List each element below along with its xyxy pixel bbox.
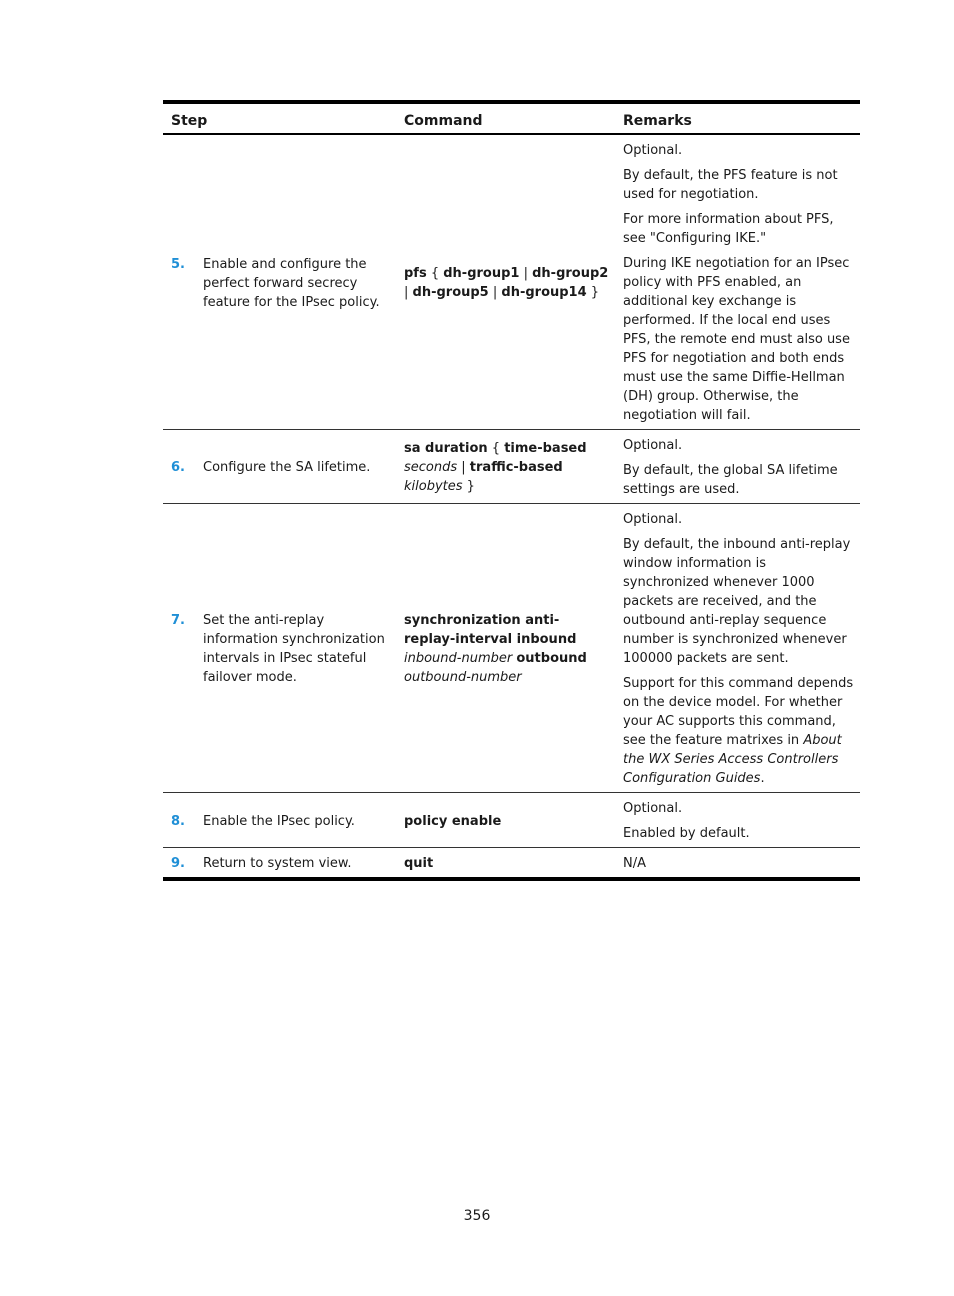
remark-paragraph [623,824,854,843]
table-row [163,504,860,793]
command-cell [396,134,615,430]
command-segment: quit [404,856,434,871]
remark-segment: Optional. [623,438,683,453]
command-syntax [404,439,609,496]
remarks-cell [615,430,860,504]
header-remarks: Remarks [615,102,860,134]
command-segment: dh-group14 [501,285,587,300]
remarks-cell [615,504,860,793]
remark-segment: For more information about PFS, see "Configuring IKE." [623,212,834,246]
remark-paragraph [623,510,854,529]
remark-segment: . [760,771,765,786]
step-number: 6. [171,460,185,475]
command-segment: dh-group1 [443,266,520,281]
command-cell [396,793,615,848]
remark-paragraph [623,166,854,204]
table-row [163,793,860,848]
remark-paragraph [623,254,854,425]
header-step: Step [163,102,396,134]
remark-segment: About the WX Series Access Controllers Configuration Guides [623,733,842,786]
config-steps-table [163,100,860,881]
command-segment: kilobytes [404,479,463,494]
remarks-cell [615,793,860,848]
command-cell [396,504,615,793]
command-segment: pfs [404,266,427,281]
remark-paragraph [623,141,854,160]
command-segment: | [488,285,502,300]
page-content [163,100,860,881]
remark-paragraph [623,535,854,668]
command-segment: seconds [404,460,458,475]
command-segment: } [586,285,600,300]
remark-paragraph [623,436,854,455]
command-syntax [404,611,609,687]
command-segment: time-based [504,441,587,456]
command-segment: inbound-number [404,651,513,666]
remark-segment: Optional. [623,512,683,527]
remark-paragraph [623,461,854,499]
command-segment: | [457,460,470,475]
remarks-cell [615,134,860,430]
step-cell [163,848,396,880]
header-command: Command [396,102,615,134]
remark-segment: Optional. [623,801,683,816]
command-segment: outbound [516,651,587,666]
remarks [623,854,854,873]
remarks-cell [615,848,860,880]
remark-segment: By default, the inbound anti-replay window information is synchronized whenever 1000 packets are received, and the outbound anti-replay sequence number is synchronized whenever 100000 packets are sent. [623,537,851,666]
step-number: 5. [171,256,185,272]
command-segment: dh-group5 [412,285,489,300]
table-header-row [163,102,860,134]
remark-segment: During IKE negotiation for an IPsec policy with PFS enabled, an additional key exchange is performed. If the local end uses PFS, the remote end must also use PFS for negotiation and both ends must use the same Diffie-Hellman (DH) group. Otherwise, the negotiation will fail. [623,256,850,423]
remark-segment: Enabled by default. [623,826,750,841]
step-description: Configure the SA lifetime. [203,460,371,475]
remark-paragraph [623,210,854,248]
command-segment: { [487,441,505,456]
remarks [623,436,854,499]
remark-paragraph [623,854,854,873]
step-number: 9. [171,856,185,871]
step-cell [163,430,396,504]
command-segment: } [462,479,475,494]
step-description: Return to system view. [203,856,352,871]
step-description: Enable and configure the perfect forward secrecy feature for the IPsec policy. [203,256,380,310]
command-segment: outbound-number [404,670,522,685]
step-number: 8. [171,813,185,829]
command-syntax [404,264,609,302]
command-segment: traffic-based [469,460,563,475]
remarks [623,799,854,843]
step-cell [163,134,396,430]
step-cell [163,504,396,793]
command-segment: sa duration [404,441,488,456]
command-segment: | [519,266,533,281]
table-row [163,848,860,880]
remark-segment: Support for this command depends on the device model. For whether your AC supports this command, see the feature matrixes in [623,676,854,748]
table-row [163,430,860,504]
table-row [163,134,860,430]
command-syntax [404,812,609,831]
remark-segment: Optional. [623,143,683,158]
command-cell [396,430,615,504]
step-description: Enable the IPsec policy. [203,813,355,829]
command-segment: synchronization anti-replay-interval inbound [404,613,577,647]
command-segment: | [404,285,413,300]
command-segment: { [426,266,444,281]
step-description: Set the anti-replay information synchronization intervals in IPsec stateful failover mode. [203,613,385,685]
command-segment: dh-group2 [532,266,609,281]
remark-paragraph [623,799,854,818]
step-cell [163,793,396,848]
remark-segment: By default, the global SA lifetime settings are used. [623,463,838,497]
remarks [623,510,854,788]
remark-paragraph [623,674,854,788]
command-cell [396,848,615,880]
page-number: 356 [463,1208,491,1224]
remark-segment: By default, the PFS feature is not used for negotiation. [623,168,838,202]
step-number: 7. [171,613,185,628]
remark-segment: N/A [623,856,646,871]
command-syntax [404,854,609,873]
remarks [623,141,854,425]
command-segment: policy enable [404,813,502,829]
